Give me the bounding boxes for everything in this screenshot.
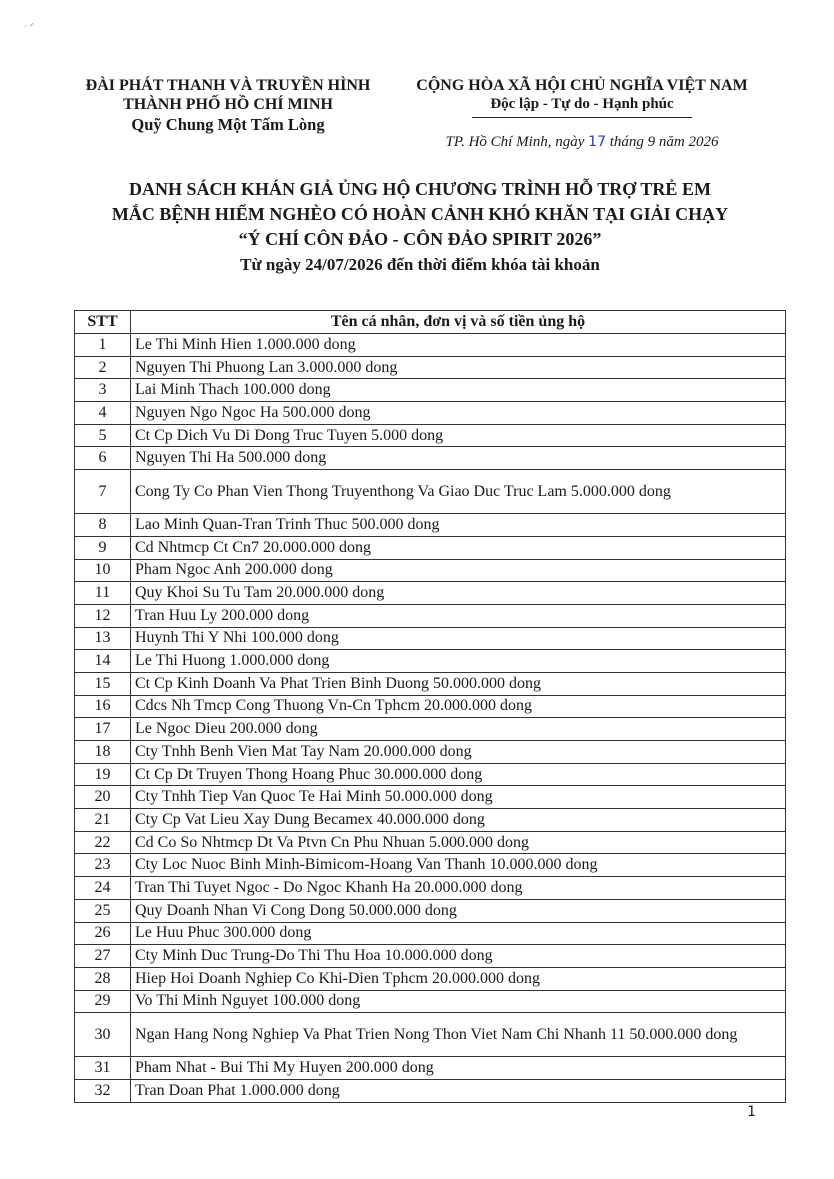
table-row xyxy=(75,536,786,559)
title-period: Từ ngày 24/07/2026 đến thời điểm khóa tài khoản xyxy=(240,255,600,274)
donor-entry: Lai Minh Thach 100.000 dong xyxy=(131,379,786,402)
row-number: 17 xyxy=(75,718,131,741)
row-number: 2 xyxy=(75,356,131,379)
donor-entry: Vo Thi Minh Nguyet 100.000 dong xyxy=(131,990,786,1013)
table-row xyxy=(75,899,786,922)
table-row xyxy=(75,672,786,695)
dateline-prefix: TP. Hồ Chí Minh, ngày xyxy=(445,134,589,150)
donor-entry: Ct Cp Kinh Doanh Va Phat Trien Binh Duong 50.000.000 dong xyxy=(131,672,786,695)
donor-entry: Cd Nhtmcp Ct Cn7 20.000.000 dong xyxy=(131,536,786,559)
table-row xyxy=(75,990,786,1013)
row-number: 31 xyxy=(75,1057,131,1080)
national-header xyxy=(398,76,766,118)
table-row xyxy=(75,1079,786,1102)
title-line-1: DANH SÁCH KHÁN GIẢ ỦNG HỘ CHƯƠNG TRÌNH HỖ TRỢ TRẺ EM xyxy=(129,179,711,199)
dateline-suffix: tháng 9 năm 2026 xyxy=(605,134,719,150)
issuer-line-1: ĐÀI PHÁT THANH VÀ TRUYỀN HÌNH xyxy=(85,77,371,94)
table-row xyxy=(75,334,786,357)
table-row xyxy=(75,809,786,832)
donor-entry: Tran Thi Tuyet Ngoc - Do Ngoc Khanh Ha 20.000.000 dong xyxy=(131,877,786,900)
donor-entry: Cdcs Nh Tmcp Cong Thuong Vn-Cn Tphcm 20.000.000 dong xyxy=(131,695,786,718)
donor-entry: Hiep Hoi Doanh Nghiep Co Khi-Dien Tphcm 20.000.000 dong xyxy=(131,967,786,990)
row-number: 4 xyxy=(75,402,131,425)
donor-entry: Le Huu Phuc 300.000 dong xyxy=(131,922,786,945)
table-row xyxy=(75,582,786,605)
donor-entry: Cty Tnhh Tiep Van Quoc Te Hai Minh 50.000.000 dong xyxy=(131,786,786,809)
row-number: 27 xyxy=(75,945,131,968)
table-row xyxy=(75,627,786,650)
table-row xyxy=(75,447,786,470)
row-number: 32 xyxy=(75,1079,131,1102)
row-number: 29 xyxy=(75,990,131,1013)
donor-entry: Huynh Thi Y Nhi 100.000 dong xyxy=(131,627,786,650)
column-header-donor: Tên cá nhân, đơn vị và số tiền ủng hộ xyxy=(131,311,786,334)
national-motto: Độc lập - Tự do - Hạnh phúc xyxy=(490,96,674,112)
row-number: 26 xyxy=(75,922,131,945)
motto-underline xyxy=(472,117,692,118)
donor-entry: Le Ngoc Dieu 200.000 dong xyxy=(131,718,786,741)
table-row xyxy=(75,356,786,379)
donor-entry: Nguyen Thi Ha 500.000 dong xyxy=(131,447,786,470)
row-number: 14 xyxy=(75,650,131,673)
row-number: 9 xyxy=(75,536,131,559)
table-row xyxy=(75,559,786,582)
donor-table xyxy=(74,310,786,1103)
table-body xyxy=(75,334,786,1103)
dateline xyxy=(398,134,766,151)
table-row xyxy=(75,650,786,673)
row-number: 8 xyxy=(75,514,131,537)
row-number: 1 xyxy=(75,334,131,357)
fund-name: Quỹ Chung Một Tấm Lòng xyxy=(131,115,325,134)
title-line-3: “Ý CHÍ CÔN ĐẢO - CÔN ĐẢO SPIRIT 2026” xyxy=(238,229,602,249)
table-row xyxy=(75,763,786,786)
table-row xyxy=(75,945,786,968)
table-row xyxy=(75,922,786,945)
table-row xyxy=(75,1057,786,1080)
table-row xyxy=(75,379,786,402)
donor-entry: Cd Co So Nhtmcp Dt Va Ptvn Cn Phu Nhuan 5.000.000 dong xyxy=(131,831,786,854)
row-number: 28 xyxy=(75,967,131,990)
donor-entry: Le Thi Huong 1.000.000 dong xyxy=(131,650,786,673)
table-row xyxy=(75,402,786,425)
table-row xyxy=(75,424,786,447)
donor-entry: Tran Huu Ly 200.000 dong xyxy=(131,604,786,627)
dateline-day: 17 xyxy=(588,134,606,150)
document-title xyxy=(40,177,800,277)
issuer-header xyxy=(68,76,388,134)
row-number: 23 xyxy=(75,854,131,877)
row-number: 24 xyxy=(75,877,131,900)
issuer-line-2: THÀNH PHỐ HỒ CHÍ MINH xyxy=(123,96,333,113)
title-line-2: MẮC BỆNH HIỂM NGHÈO CÓ HOÀN CẢNH KHÓ KHĂN TẠI GIẢI CHẠY xyxy=(111,204,729,224)
row-number: 20 xyxy=(75,786,131,809)
scan-mark: ᐧ ᐟ xyxy=(24,22,34,33)
row-number: 25 xyxy=(75,899,131,922)
table-row xyxy=(75,877,786,900)
table-row xyxy=(75,695,786,718)
donor-entry: Ct Cp Dich Vu Di Dong Truc Tuyen 5.000 dong xyxy=(131,424,786,447)
donor-entry: Cty Cp Vat Lieu Xay Dung Becamex 40.000.000 dong xyxy=(131,809,786,832)
table-row xyxy=(75,604,786,627)
row-number: 6 xyxy=(75,447,131,470)
table-row xyxy=(75,786,786,809)
table-header-row xyxy=(75,311,786,334)
row-number: 18 xyxy=(75,741,131,764)
row-number: 11 xyxy=(75,582,131,605)
row-number: 7 xyxy=(75,470,131,514)
table-row xyxy=(75,967,786,990)
row-number: 21 xyxy=(75,809,131,832)
row-number: 10 xyxy=(75,559,131,582)
page-number: 1 xyxy=(747,1104,756,1120)
row-number: 16 xyxy=(75,695,131,718)
column-header-stt: STT xyxy=(75,311,131,334)
row-number: 22 xyxy=(75,831,131,854)
row-number: 19 xyxy=(75,763,131,786)
table-row xyxy=(75,1013,786,1057)
table-row xyxy=(75,514,786,537)
donor-entry: Cty Loc Nuoc Binh Minh-Bimicom-Hoang Van Thanh 10.000.000 dong xyxy=(131,854,786,877)
table-row xyxy=(75,854,786,877)
donor-entry: Cong Ty Co Phan Vien Thong Truyenthong Va Giao Duc Truc Lam 5.000.000 dong xyxy=(131,470,786,514)
donor-entry: Pham Ngoc Anh 200.000 dong xyxy=(131,559,786,582)
row-number: 30 xyxy=(75,1013,131,1057)
donor-entry: Nguyen Ngo Ngoc Ha 500.000 dong xyxy=(131,402,786,425)
donor-entry: Cty Tnhh Benh Vien Mat Tay Nam 20.000.000 dong xyxy=(131,741,786,764)
table-row xyxy=(75,470,786,514)
row-number: 15 xyxy=(75,672,131,695)
table-row xyxy=(75,831,786,854)
donor-entry: Pham Nhat - Bui Thi My Huyen 200.000 dong xyxy=(131,1057,786,1080)
row-number: 12 xyxy=(75,604,131,627)
donor-entry: Lao Minh Quan-Tran Trinh Thuc 500.000 dong xyxy=(131,514,786,537)
table-row xyxy=(75,718,786,741)
donor-entry: Ct Cp Dt Truyen Thong Hoang Phuc 30.000.000 dong xyxy=(131,763,786,786)
donor-entry: Cty Minh Duc Trung-Do Thi Thu Hoa 10.000.000 dong xyxy=(131,945,786,968)
donor-entry: Nguyen Thi Phuong Lan 3.000.000 dong xyxy=(131,356,786,379)
donor-entry: Quy Doanh Nhan Vi Cong Dong 50.000.000 dong xyxy=(131,899,786,922)
donor-entry: Tran Doan Phat 1.000.000 dong xyxy=(131,1079,786,1102)
national-title: CỘNG HÒA XÃ HỘI CHỦ NGHĨA VIỆT NAM xyxy=(416,77,748,94)
row-number: 3 xyxy=(75,379,131,402)
row-number: 13 xyxy=(75,627,131,650)
donor-entry: Quy Khoi Su Tu Tam 20.000.000 dong xyxy=(131,582,786,605)
row-number: 5 xyxy=(75,424,131,447)
table-row xyxy=(75,741,786,764)
donor-entry: Ngan Hang Nong Nghiep Va Phat Trien Nong Thon Viet Nam Chi Nhanh 11 50.000.000 dong xyxy=(131,1013,786,1057)
donor-entry: Le Thi Minh Hien 1.000.000 dong xyxy=(131,334,786,357)
